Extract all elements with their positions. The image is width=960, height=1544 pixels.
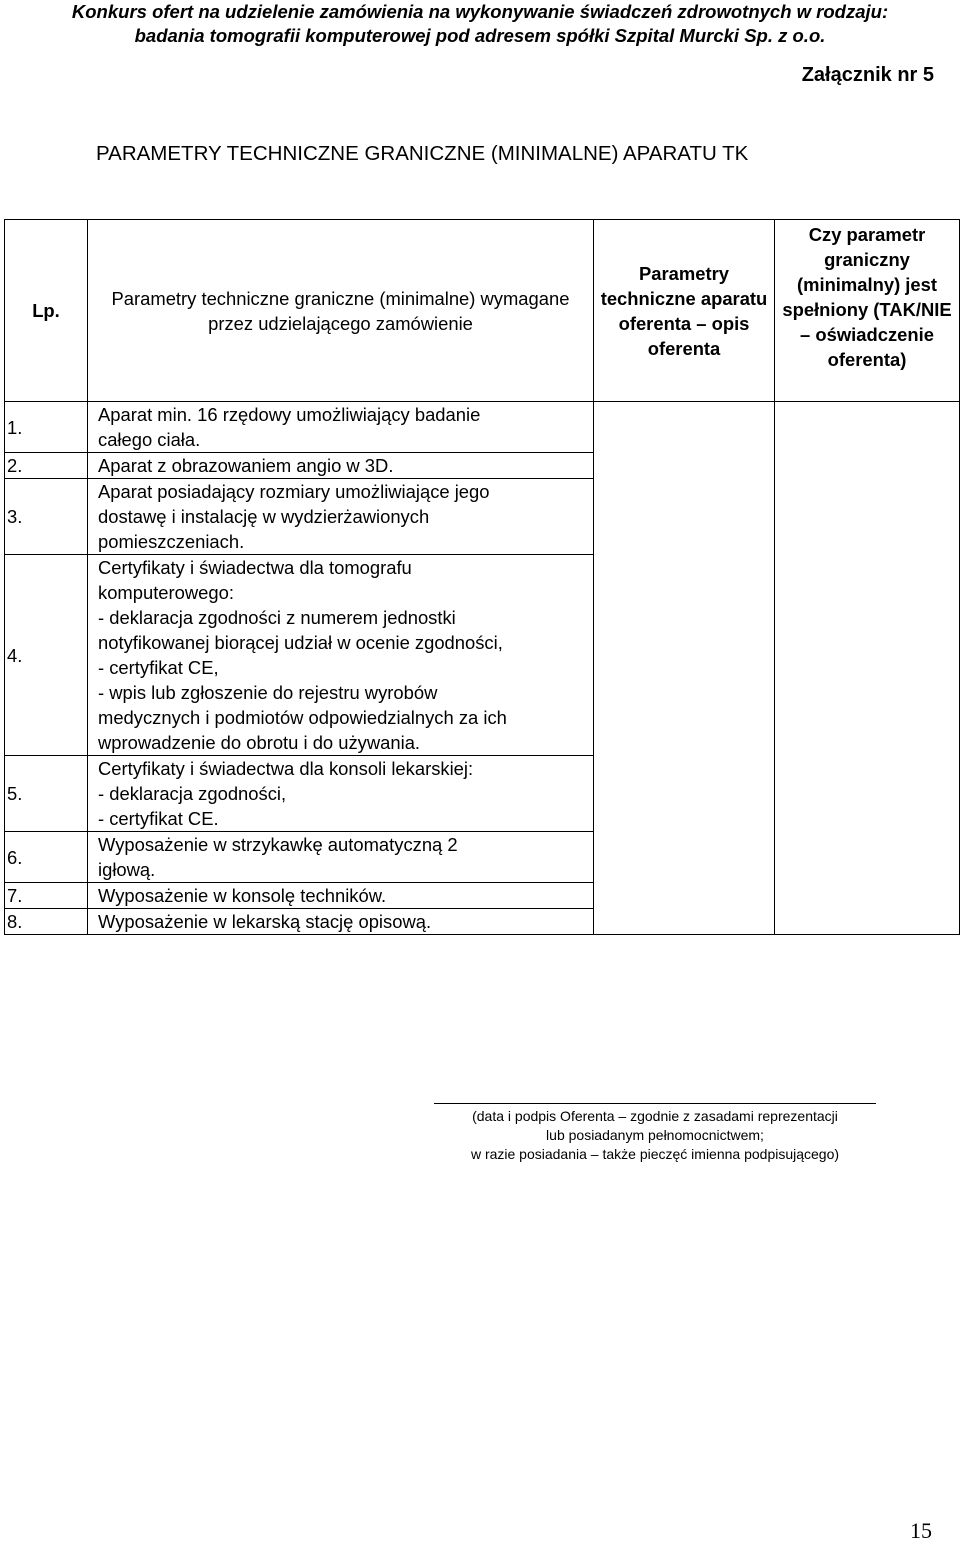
row-number: 3.: [5, 479, 88, 555]
offer-params-cell[interactable]: [594, 402, 775, 935]
row-number: 7.: [5, 883, 88, 909]
header-line-2: badania tomografii komputerowej pod adresem spółki Szpital Murcki Sp. z o.o.: [134, 25, 826, 46]
signature-caption-line-2: lub posiadanym pełnomocnictwem;: [546, 1127, 764, 1143]
row-number: 4.: [5, 555, 88, 756]
header-lp: Lp.: [5, 220, 88, 402]
row-requirement: Wyposażenie w lekarską stację opisową.: [88, 909, 594, 935]
row-number: 1.: [5, 402, 88, 453]
signature-caption-line-1: (data i podpis Oferenta – zgodnie z zasadami reprezentacji: [472, 1108, 838, 1124]
signature-line: [434, 1103, 876, 1104]
signature-caption-line-3: w razie posiadania – także pieczęć imienna podpisującego): [470, 1146, 840, 1162]
row-number: 2.: [5, 453, 88, 479]
table-header-row: [5, 220, 960, 402]
signature-caption: [434, 1107, 876, 1164]
parameters-table: [4, 219, 960, 935]
header-requirements: Parametry techniczne graniczne (minimalne) wymagane przez udzielającego zamówienie: [88, 220, 594, 402]
page-number: 15: [910, 1518, 932, 1543]
header-compliance: Czy parametr graniczny (minimalny) jest spełniony (TAK/NIE – oświadczenie oferenta): [775, 220, 960, 402]
table-row: [5, 402, 960, 453]
row-requirement: Aparat min. 16 rzędowy umożliwiający badanie całego ciała.: [88, 402, 594, 453]
row-requirement: Certyfikaty i świadectwa dla tomografu komputerowego: - deklaracja zgodności z numerem jednostki notyfikowanej biorącej udział w ocenie zgodności, - certyfikat CE, - wpis lub zgłoszenie do rejestru wyrobów medycznych i podmiotów odpowiedzialnych za ich wprowadzenie do obrotu i do używania.: [88, 555, 594, 756]
row-requirement: Wyposażenie w strzykawkę automatyczną 2 igłową.: [88, 832, 594, 883]
row-requirement: Aparat z obrazowaniem angio w 3D.: [88, 453, 594, 479]
header-offer-params: Parametry techniczne aparatu oferenta – opis oferenta: [594, 220, 775, 402]
row-requirement: Aparat posiadający rozmiary umożliwiające jego dostawę i instalację w wydzierżawionych pomieszczeniach.: [88, 479, 594, 555]
row-number: 8.: [5, 909, 88, 935]
document-title: PARAMETRY TECHNICZNE GRANICZNE (MINIMALNE) APARATU TK: [96, 142, 749, 165]
annex-label: Załącznik nr 5: [801, 64, 934, 86]
row-requirement: Certyfikaty i świadectwa dla konsoli lekarskiej: - deklaracja zgodności, - certyfikat CE.: [88, 756, 594, 832]
row-number: 6.: [5, 832, 88, 883]
document-header: [40, 0, 920, 48]
compliance-cell[interactable]: [775, 402, 960, 935]
row-number: 5.: [5, 756, 88, 832]
header-line-1: Konkurs ofert na udzielenie zamówienia na wykonywanie świadczeń zdrowotnych w rodzaju:: [71, 1, 889, 22]
row-requirement: Wyposażenie w konsolę techników.: [88, 883, 594, 909]
